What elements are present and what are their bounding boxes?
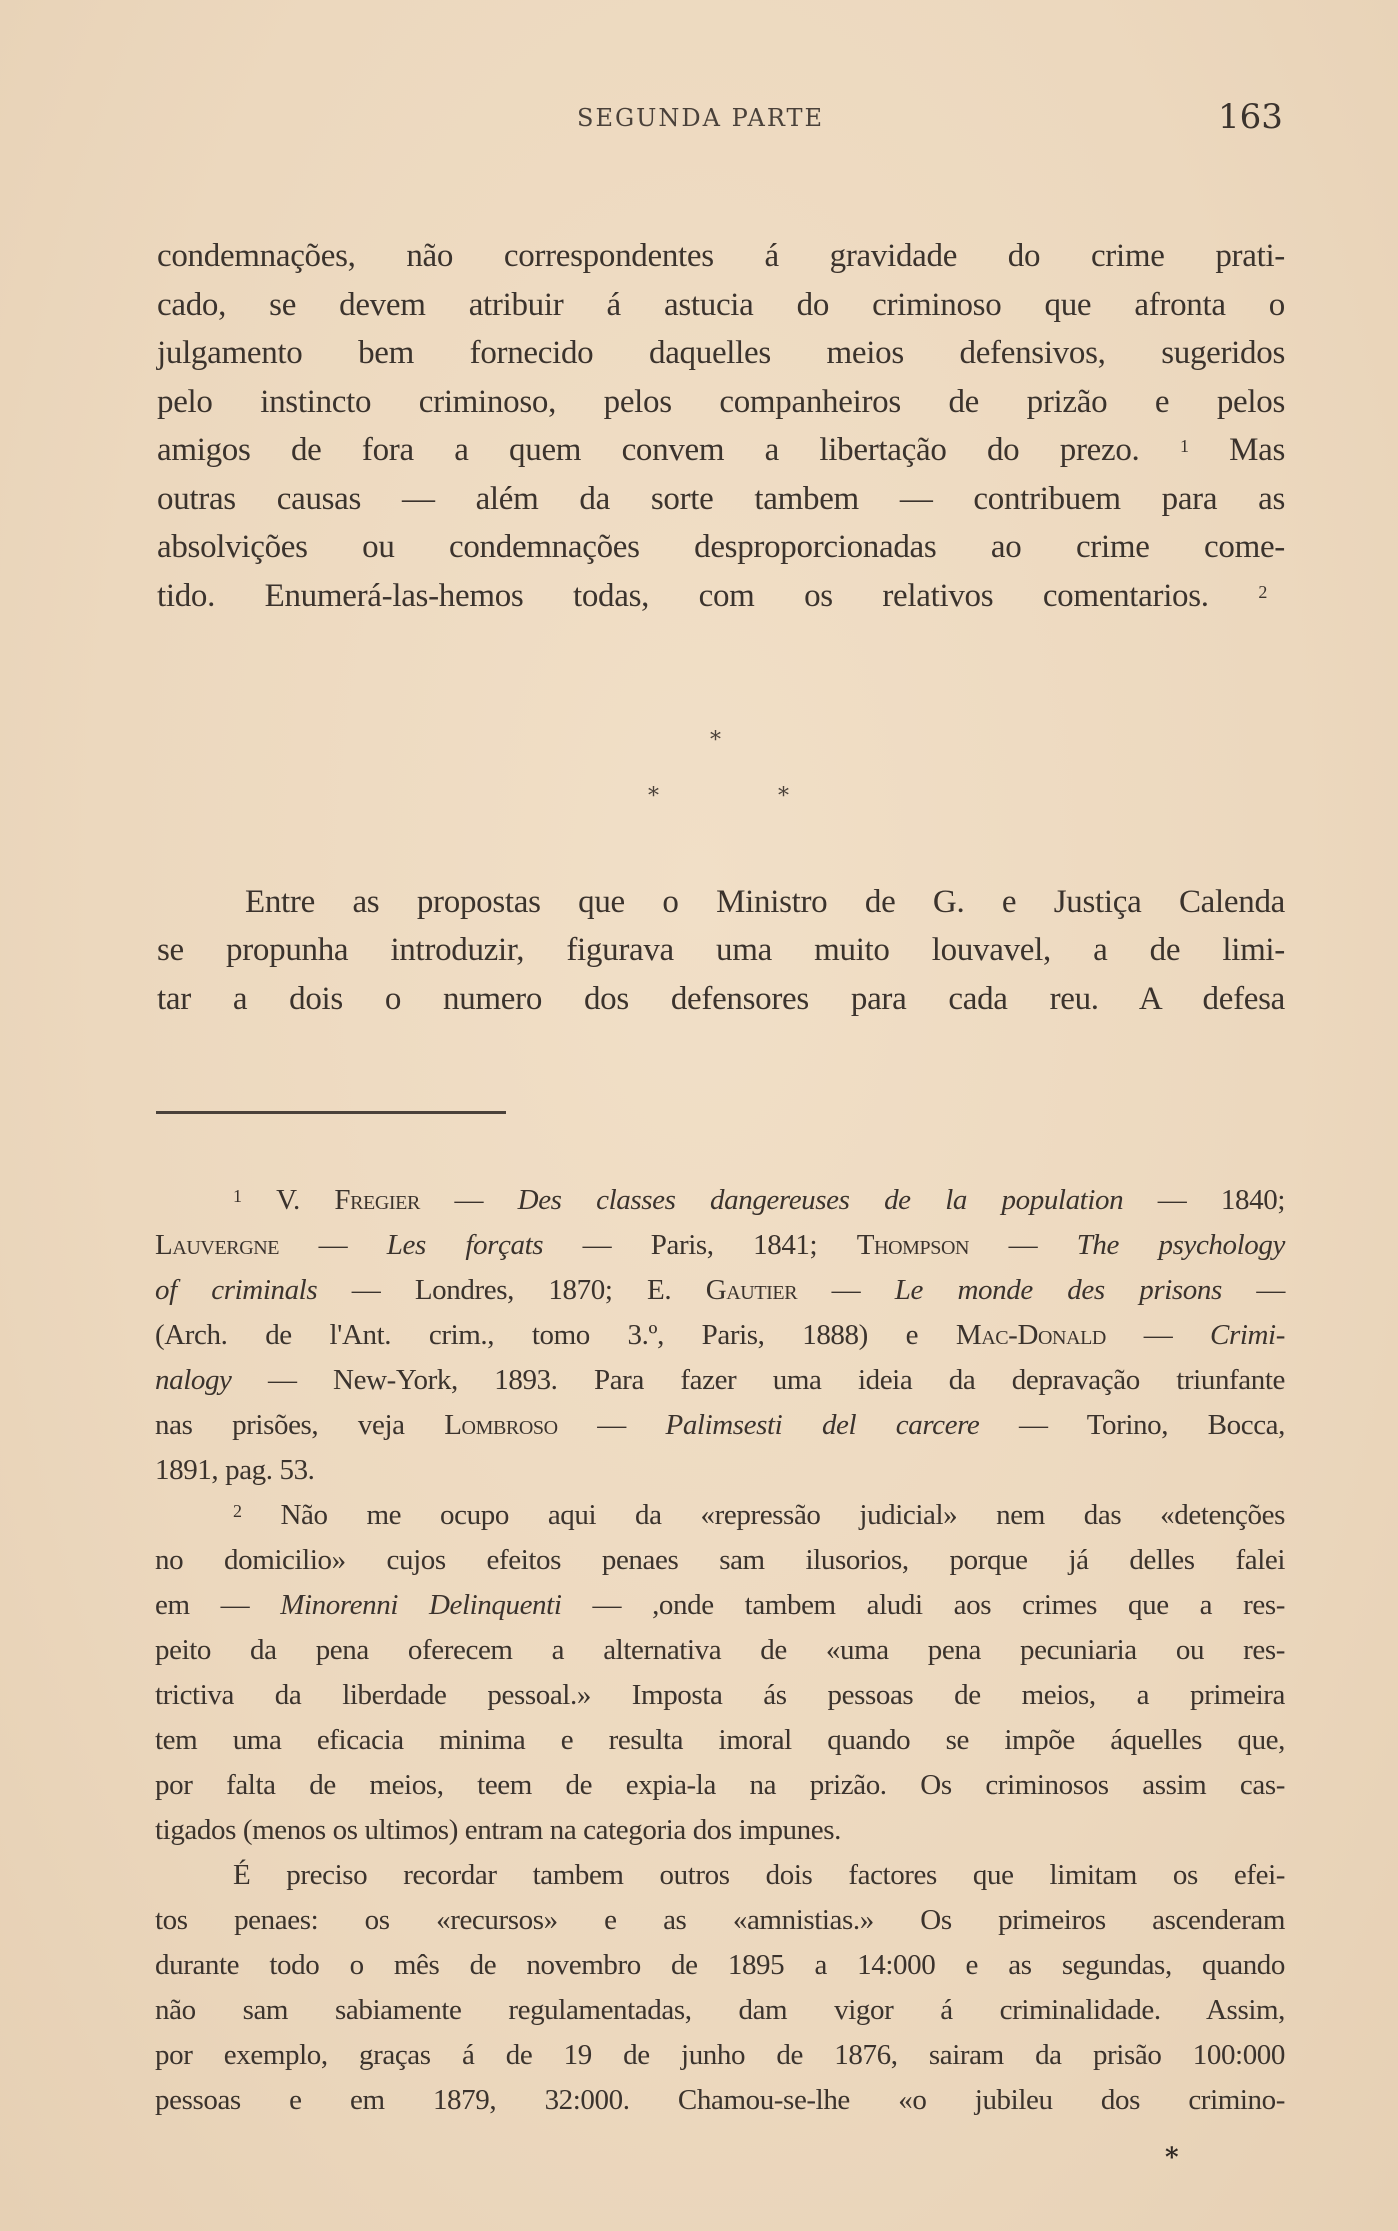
footnote-separator [156, 1111, 506, 1114]
footnote-line: não sam sabiamente regulamentadas, dam vigor á criminalidade. Assim, [155, 1994, 1285, 2026]
footnote-text: em — [155, 1589, 281, 1621]
work-title: Palimsesti del carcere [665, 1409, 980, 1441]
body-line: condemnações, não correspondentes á gravidade do crime prati- [157, 238, 1285, 274]
running-header: SEGUNDA PARTE [577, 104, 825, 132]
footnote-text: — New-York, 1893. Para fazer uma ideia da depravação triunfante [231, 1364, 1285, 1396]
body-line [157, 572, 1267, 620]
footnote-text: — [279, 1229, 387, 1261]
footnote-text: nas prisões, veja [155, 1409, 445, 1441]
footnote-line: por falta de meios, teem de expia-la na prizão. Os criminosos assim cas- [155, 1769, 1285, 1801]
work-title: Crimi- [1210, 1319, 1285, 1351]
footnote-text: — [1105, 1319, 1211, 1351]
footnote-text: — [797, 1274, 895, 1306]
footnote-text: — Torino, Bocca, [979, 1409, 1285, 1441]
body-line: tar a dois o numero dos defensores para cada reu. A defesa [157, 981, 1285, 1017]
footnote-line: tem uma eficacia minima e resulta imoral quando se impõe áquelles que, [155, 1724, 1285, 1756]
author-name: Gautier [705, 1274, 798, 1306]
footnote-text: — [969, 1229, 1077, 1261]
footnote-text: Não me ocupo aqui da «repressão judicial» nem das «detenções [280, 1499, 1285, 1531]
footnote-line [155, 1178, 1285, 1222]
author-name: Lombroso [444, 1409, 558, 1441]
work-title: of criminals [155, 1274, 318, 1306]
body-line: se propunha introduzir, figurava uma muito louvavel, a de limi- [157, 932, 1285, 968]
footnote-line [155, 1403, 1285, 1447]
footnote-text: — [419, 1184, 518, 1216]
body-line: julgamento bem fornecido daquelles meios defensivos, sugeridos [157, 335, 1285, 371]
footnote-marker: 2 [233, 1501, 242, 1521]
footnote-line: no domicilio» cujos efeitos penaes sam ilusorios, porque já delles falei [155, 1544, 1285, 1576]
body-line: Entre as propostas que o Ministro de G. e Justiça Calenda [245, 884, 1285, 920]
section-asterisk: * [648, 784, 659, 809]
footnote-line [155, 1268, 1285, 1312]
footnote-line: tigados (menos os ultimos) entram na categoria dos impunes. [155, 1814, 841, 1846]
footnote-text: — ,onde tambem aludi aos crimes que a res- [561, 1589, 1285, 1621]
body-line [157, 426, 1285, 474]
work-title: The psychology [1076, 1229, 1285, 1261]
footnote-text: — Londres, 1870; E. [317, 1274, 706, 1306]
body-line: pelo instincto criminoso, pelos companheiros de prizão e pelos [157, 384, 1285, 420]
footnote-line: durante todo o mês de novembro de 1895 a 14:000 e as segundas, quando [155, 1949, 1285, 1981]
footnote-text: — Paris, 1841; [543, 1229, 857, 1261]
section-asterisk: * [778, 784, 789, 809]
body-line: absolvições ou condemnações desproporcionadas ao crime come- [157, 529, 1285, 565]
body-text: tido. Enumerá-las-hemos todas, com os relativos comentarios. [157, 578, 1209, 614]
footnote-text: V. [276, 1184, 335, 1216]
work-title: Des classes dangereuses de la population [517, 1184, 1124, 1216]
footnote-line [155, 1223, 1285, 1267]
footnote-text: (Arch. de l'Ant. crim., tomo 3.º, Paris, 1888) e [155, 1319, 956, 1351]
footnote-line [155, 1313, 1285, 1357]
work-title: Les forçats [386, 1229, 544, 1261]
signature-mark: * [1165, 2143, 1179, 2173]
work-title: nalogy [155, 1364, 232, 1396]
footnote-line: 1891, pag. 53. [155, 1454, 315, 1486]
footnote-marker: 1 [233, 1186, 242, 1206]
footnote-line: tos penaes: os «recursos» e as «amnistias.» Os primeiros ascenderam [155, 1904, 1285, 1936]
author-name: Lauvergne [155, 1229, 280, 1261]
body-line: outras causas — além da sorte tambem — contribuem para as [157, 481, 1285, 517]
body-text: amigos de fora a quem convem a libertação do prezo. [157, 432, 1140, 468]
footnote-line: trictiva da liberdade pessoal.» Imposta ás pessoas de meios, a primeira [155, 1679, 1285, 1711]
footnote-line: pessoas e em 1879, 32:000. Chamou-se-lhe «o jubileu dos crimino- [155, 2084, 1285, 2116]
footnote-text: — [1221, 1274, 1285, 1306]
author-name: Fregier [334, 1184, 420, 1216]
footnote-text: — 1840; [1123, 1184, 1285, 1216]
section-asterisk: * [710, 728, 721, 753]
work-title: Le monde des prisons [894, 1274, 1222, 1306]
body-line: cado, se devem atribuir á astucia do criminoso que afronta o [157, 287, 1285, 323]
body-text: Mas [1229, 432, 1286, 468]
work-title: Minorenni Delinquenti [280, 1589, 562, 1621]
footnote-text: — [557, 1409, 666, 1441]
footnote-line [155, 1358, 1285, 1402]
footnote-line: peito da pena oferecem a alternativa de «uma pena pecuniaria ou res- [155, 1634, 1285, 1666]
author-name: Mac-Donald [955, 1319, 1106, 1351]
footnote-line: É preciso recordar tambem outros dois factores que limitam os efei- [233, 1859, 1285, 1891]
footnote-ref-1[interactable]: 1 [1179, 436, 1189, 456]
page-number: 163 [1218, 97, 1283, 137]
footnote-ref-2[interactable]: 2 [1258, 582, 1268, 602]
footnote-line [155, 1493, 1285, 1537]
author-name: Thompson [856, 1229, 970, 1261]
footnote-line [155, 1583, 1285, 1627]
footnote-line: por exemplo, graças á de 19 de junho de 1876, sairam da prisão 100:000 [155, 2039, 1285, 2071]
